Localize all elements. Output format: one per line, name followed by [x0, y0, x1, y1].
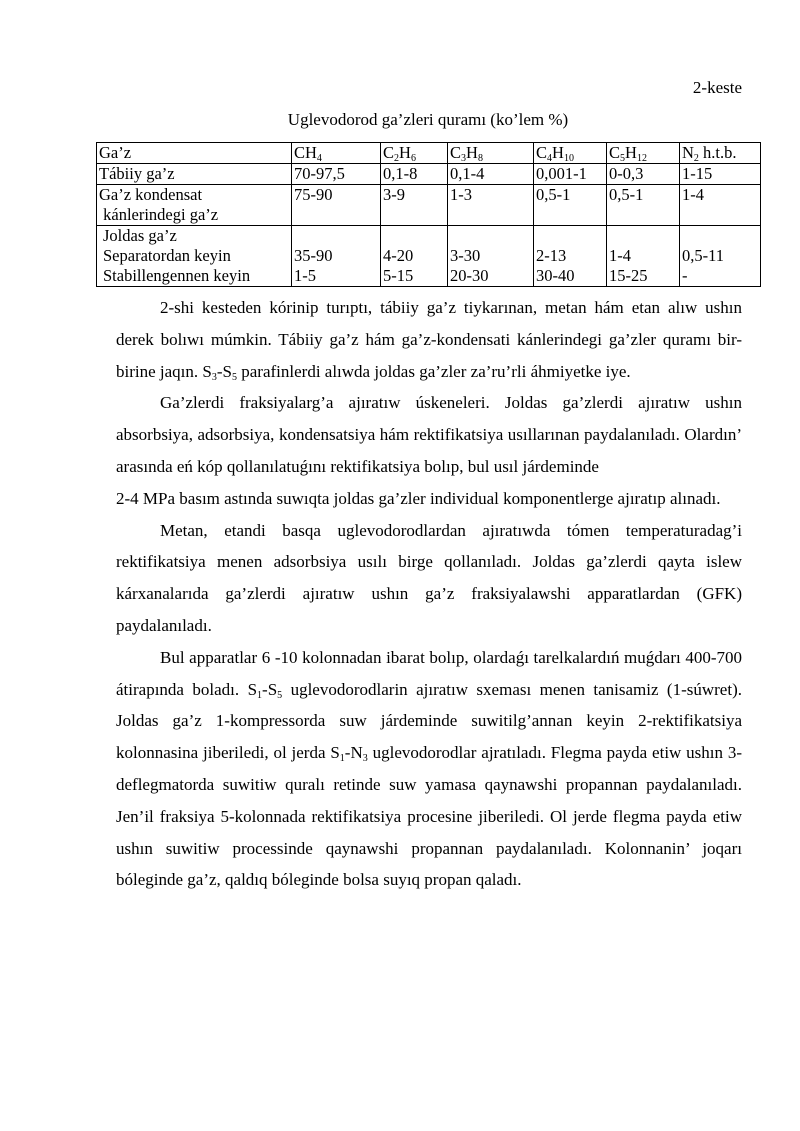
- gas-composition-table: [96, 142, 761, 287]
- table-row-associated-gas: [97, 226, 761, 287]
- cell-n2: 1-4: [680, 185, 761, 226]
- cell-c5h12: 1-4 15-25: [607, 226, 680, 287]
- paragraph-2-continued: 2-4 MPa basım astında suwıqta joldas ga’zler individual komponentlerge ajıratıp alınadı.: [116, 488, 721, 508]
- header-c3h8: $C_3H_8$: [448, 143, 534, 164]
- paragraph-4: Bul apparatlar 6 -10 kolonnadan ibarat bolıp, olardaǵı tarelkalardıń muǵdarı 400-700 átirapında boladı. $S_1-S_5$ uglevodorodlarin ajıratıw sxeması menen tanisamiz (1-súwret). Joldas ga’z 1-kompressorda suw járdeminde suwitilg’annan keyin 2-rektifikatsiya kolonnasina jiberiledi, ol jerda $S_1-N_3$ uglevodorodlar ajratıladı. Flegma payda etiw ushın 3-deflegmatorda suwitiw quralı retinde suw yamasa qaynawshi propannan paydalanıladı. Jen’il fraksiya 5-kolonnada rektifikatsiya procesine jiberiledi. Ol jerde flegma payda etiw ushın suwitiw processinde qaynawshi propannan paydalanıladı. Kolonnanin’ joqarı bóleginde ga’z, qaldıq bóleginde bolsa suyıq propan qaladı.: [116, 647, 742, 890]
- row-name: Ga’z kondensat kánlerindegi ga’z: [97, 185, 292, 226]
- cell-c3h8: 1-3: [448, 185, 534, 226]
- cell-n2: 1-15: [680, 164, 761, 185]
- cell-ch4: 70-97,5: [292, 164, 381, 185]
- table-header-row: [97, 143, 761, 164]
- cell-c4h10: 2-13 30-40: [534, 226, 607, 287]
- table-number: 2-keste: [692, 78, 742, 97]
- header-c4h10: $C_4H_{10}$: [534, 143, 607, 164]
- cell-ch4: 75-90: [292, 185, 381, 226]
- cell-c3h8: 3-30 20-30: [448, 226, 534, 287]
- paragraph-1: 2-shi kesteden kórinip turıptı, tábiiy ga’z tiykarınan, metan hám etan alıw ushın derek bolıwı múmkin. Tábiiy ga’z hám ga’z-kondensati kánlerindegi ga’zler quramı bir-birine jaqın. $S_3-S_5$ parafinlerdi alıwda joldas ga’zler za’ru’rli áhmiyetke iye.: [116, 298, 742, 383]
- cell-c3h8: 0,1-4: [448, 164, 534, 185]
- body-text: [116, 292, 742, 896]
- header-c2h6: $C_2H_6$: [381, 143, 448, 164]
- cell-c5h12: 0-0,3: [607, 164, 680, 185]
- row-name: Tábiiy ga’z: [97, 164, 292, 185]
- cell-c5h12: 0,5-1: [607, 185, 680, 226]
- header-c5h12: $C_5H_{12}$: [607, 143, 680, 164]
- cell-c4h10: 0,5-1: [534, 185, 607, 226]
- cell-c4h10: 0,001-1: [534, 164, 607, 185]
- cell-ch4: 35-90 1-5: [292, 226, 381, 287]
- cell-c2h6: 4-20 5-15: [381, 226, 448, 287]
- paragraph-2: Ga’zlerdi fraksiyalarg’a ajıratıw úskeneleri. Joldas ga’zlerdi ajıratıw ushın absorbsiya, adsorbsiya, kondensatsiya hám rektifikatsiya usıllarınan paydalanıladı. Olardın’ arasında eń kóp qollanılatuǵını rektifikatsiya bolıp, bul usıl járdeminde: [116, 393, 742, 476]
- row-name: Joldas ga’z Separatordan keyin Stabillengennen keyin: [97, 226, 292, 287]
- cell-c2h6: 3-9: [381, 185, 448, 226]
- header-gas: Ga’z: [97, 143, 292, 164]
- header-ch4: $CH_4$: [292, 143, 381, 164]
- cell-c2h6: 0,1-8: [381, 164, 448, 185]
- header-n2: $N_2$ h.t.b.: [680, 143, 761, 164]
- table-row-natural-gas: [97, 164, 761, 185]
- table-caption: Uglevodorod ga’zleri quramı (ko’lem %): [287, 110, 569, 129]
- table-row-condensate-gas: [97, 185, 761, 226]
- cell-n2: 0,5-11 -: [680, 226, 761, 287]
- paragraph-3: Metan, etandi basqa uglevodorodlardan ajıratıwda tómen temperaturadag’i rektifikatsiya menen adsorbsiya usılı birge qollanıladı. Joldas ga’zlerdi qayta islew kárxanalarıda ga’zlerdi ajıratıw ushın ga’z fraksiyalawshi apparatlardan (GFK) paydalanıladı.: [116, 520, 742, 635]
